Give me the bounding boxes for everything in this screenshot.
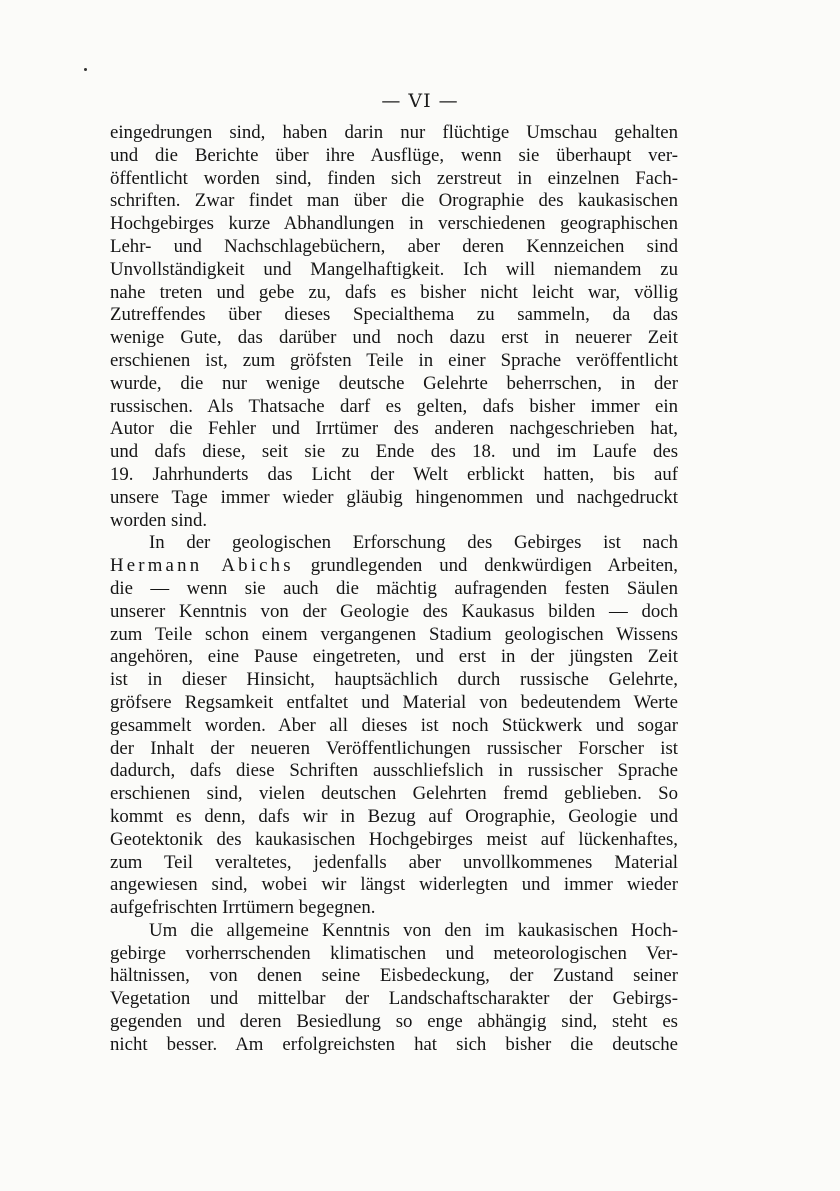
text-line: angehören, eine Pause eingetreten, und erst in der jüngsten Zeit [110,646,678,668]
text-line: wurde, die nur wenige deutsche Gelehrte beherrschen, in der [110,372,678,394]
text-line: dadurch, dafs diese Schriften ausschliefslich in russischer Sprache [110,760,678,782]
text-fragment: grundlegenden und denkwürdigen Arbeiten, [310,555,679,577]
text-line: Vegetation und mittelbar der Landschaftscharakter der Gebirgs- [110,988,678,1010]
text-line: erschienen sind, vielen deutschen Gelehrten fremd geblieben. So [110,783,678,805]
text-line: schriften. Zwar findet man über die Orographie des kaukasischen [110,190,678,212]
text-line: unserer Kenntnis von der Geologie des Kaukasus bilden — doch [110,600,678,622]
text-line: zum Teil veraltetes, jedenfalls aber unvollkommenes Material [110,851,678,873]
text-line: Zutreffendes über dieses Specialthema zu sammeln, da das [110,304,678,326]
text-line: worden sind. [110,509,208,531]
text-line: zum Teile schon einem vergangenen Stadium geologischen Wissens [110,623,678,645]
emphasized-name: Hermann Abichs [110,555,294,577]
text-line: angewiesen sind, wobei wir längst widerlegten und immer wieder [110,874,678,896]
paragraph-3 [110,920,678,1057]
text-line: In der geologischen Erforschung des Gebirges ist nach [149,532,678,554]
text-line: 19. Jahrhunderts das Licht der Welt erblickt hatten, bis auf [110,463,678,485]
text-line: Lehr- und Nachschlagebüchern, aber deren Kennzeichen sind [110,235,678,257]
text-line [110,555,678,578]
text-line: die — wenn sie auch die mächtig aufragenden festen Säulen [110,577,678,599]
text-line: aufgefrischten Irrtümern begegnen. [110,897,376,919]
text-line: erschienen ist, zum gröfsten Teile in einer Sprache veröffentlicht [110,349,678,371]
text-line: gesammelt worden. Aber all dieses ist noch Stückwerk und sogar [110,714,678,736]
text-line: ist in dieser Hinsicht, hauptsächlich durch russische Gelehrte, [110,669,678,691]
text-line: und dafs diese, seit sie zu Ende des 18. und im Laufe des [110,441,678,463]
paragraph-2 [110,532,678,920]
text-line: wenige Gute, das darüber und noch dazu erst in neuerer Zeit [110,327,678,349]
text-line: nicht besser. Am erfolgreichsten hat sich bisher die deutsche [110,1033,678,1055]
text-line: Geotektonik des kaukasischen Hochgebirges meist auf lückenhaftes, [110,828,678,850]
text-line: Hochgebirges kurze Abhandlungen in verschiedenen geographischen [110,213,678,235]
body-text [110,122,678,1057]
text-line: unsere Tage immer wieder gläubig hingenommen und nachgedruckt [110,486,678,508]
page-number: — VI — [381,90,459,112]
text-line: öffentlicht worden sind, finden sich zerstreut in einzelnen Fach- [110,167,678,189]
print-speck [84,68,87,71]
text-line: der Inhalt der neueren Veröffentlichungen russischer Forscher ist [110,737,678,759]
text-line: Um die allgemeine Kenntnis von den im kaukasischen Hoch- [149,919,678,941]
text-line: hältnissen, von denen seine Eisbedeckung, der Zustand seiner [110,965,678,987]
text-line: Autor die Fehler und Irrtümer des anderen nachgeschrieben hat, [110,418,678,440]
text-line: kommt es denn, dafs wir in Bezug auf Orographie, Geologie und [110,805,678,827]
paragraph-1 [110,122,678,532]
text-line: eingedrungen sind, haben darin nur flüchtige Umschau gehalten [110,122,678,143]
text-line: gegenden und deren Besiedlung so enge abhängig sind, steht es [110,1011,678,1033]
text-line: und die Berichte über ihre Ausflüge, wenn sie überhaupt ver- [110,144,678,166]
text-line: nahe treten und gebe zu, dafs es bisher nicht leicht war, völlig [110,281,678,303]
text-line: gröfsere Regsamkeit entfaltet und Material von bedeutendem Werte [110,691,678,713]
text-line: Unvollständigkeit und Mangelhaftigkeit. Ich will niemandem zu [110,258,678,280]
text-line: russischen. Als Thatsache darf es gelten, dafs bisher immer ein [110,395,678,417]
text-line: gebirge vorherrschenden klimatischen und meteorologischen Ver- [110,942,678,964]
